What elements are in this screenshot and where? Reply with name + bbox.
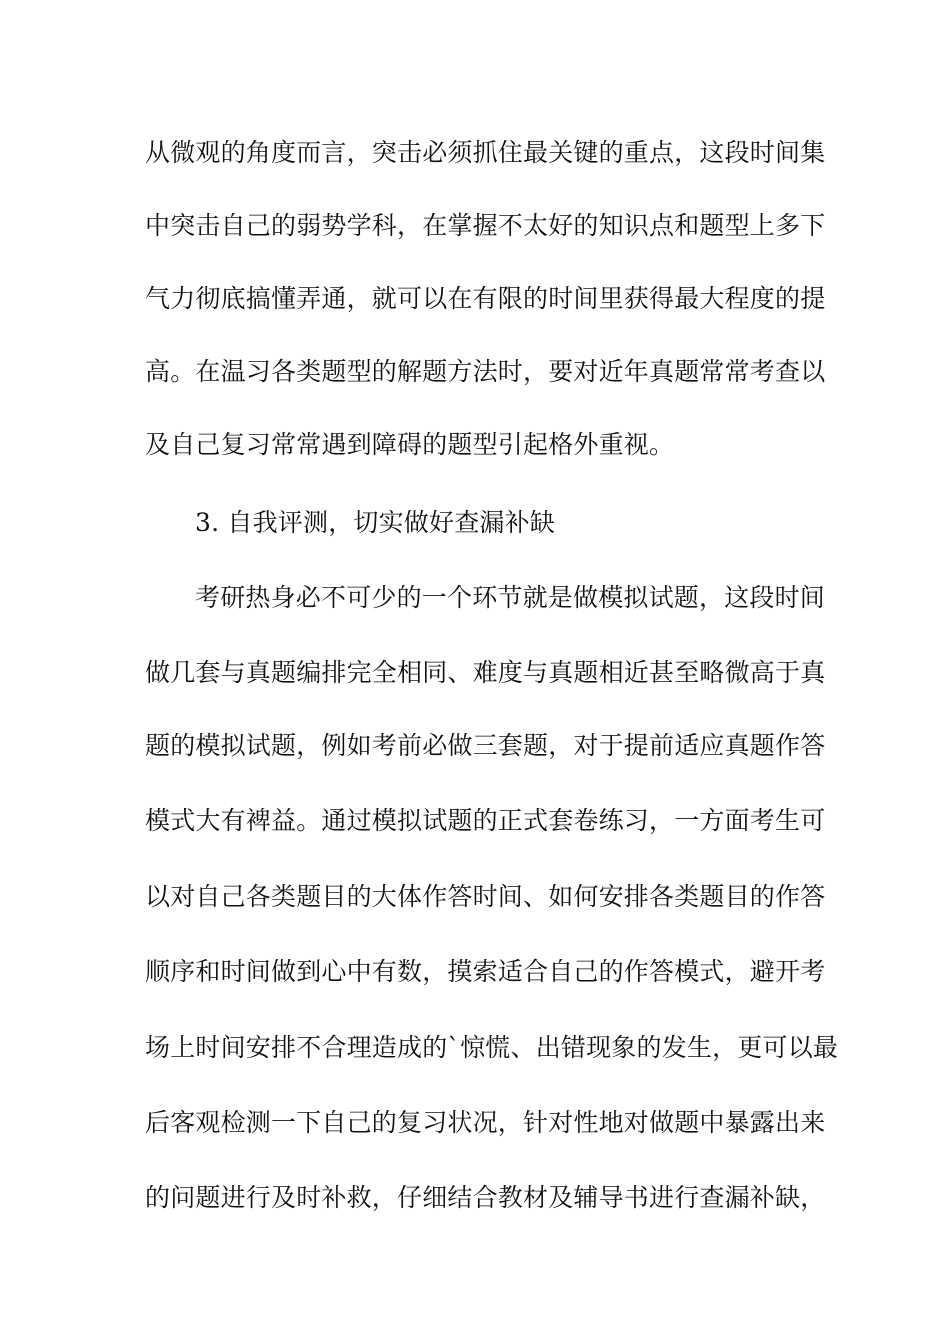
paragraph-line: 题的模拟试题，例如考前必做三套题，对于提前适应真题作答 [145, 731, 826, 760]
paragraph-line: 模式大有裨益。通过模拟试题的正式套卷练习，一方面考生可 [145, 806, 826, 835]
paragraph-line: 场上时间安排不合理造成的`惊慌、出错现象的发生，更可以最 [145, 1033, 839, 1062]
paragraph-line: 及自己复习常常遇到障碍的题型引起格外重视。 [145, 430, 675, 459]
paragraph-line: 的问题进行及时补救，仔细结合教材及辅导书进行查漏补缺， [145, 1183, 826, 1212]
paragraph-line: 从微观的角度而言，突击必须抓住最关键的重点，这段时间集 [145, 138, 826, 167]
paragraph-line: 做几套与真题编排完全相同、难度与真题相近甚至略微高于真 [145, 658, 826, 687]
section-heading: 3. 自我评测，切实做好查漏补缺 [195, 508, 556, 537]
paragraph-line: 以对自己各类题目的大体作答时间、如何安排各类题目的作答 [145, 882, 826, 911]
paragraph-line: 中突击自己的弱势学科，在掌握不太好的知识点和题型上多下 [145, 211, 826, 240]
paragraph-line: 后客观检测一下自己的复习状况，针对性地对做题中暴露出来 [145, 1108, 826, 1137]
paragraph-line: 高。在温习各类题型的解题方法时，要对近年真题常常考查以 [145, 357, 826, 386]
paragraph-line: 气力彻底搞懂弄通，就可以在有限的时间里获得最大程度的提 [145, 284, 826, 313]
paragraph-line: 顺序和时间做到心中有数，摸索适合自己的作答模式，避开考 [145, 957, 826, 986]
paragraph-line: 考研热身必不可少的一个环节就是做模拟试题，这段时间 [195, 583, 826, 612]
